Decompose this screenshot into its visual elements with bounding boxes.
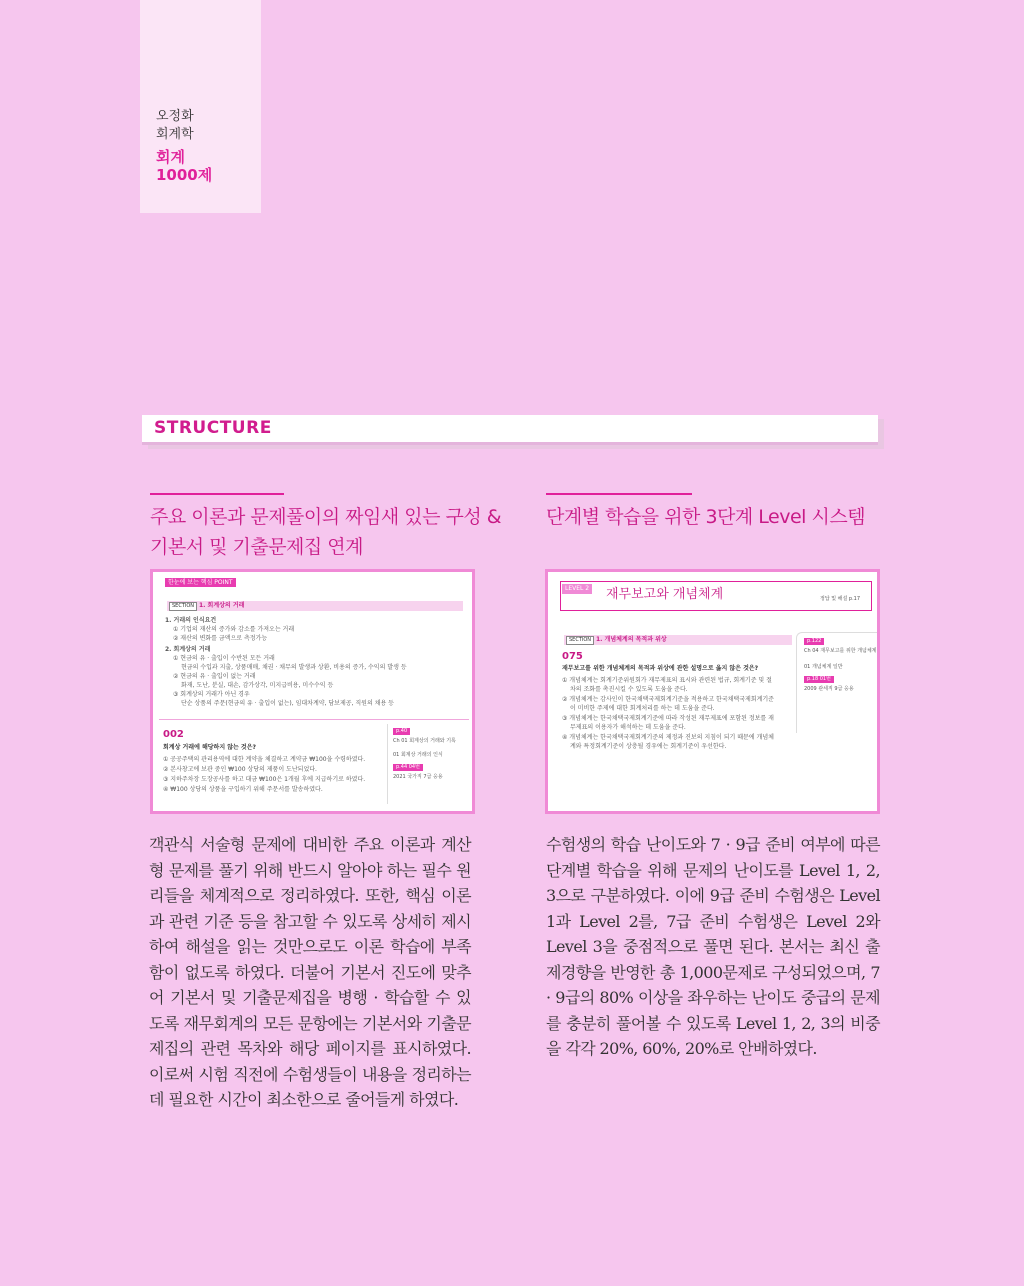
divider [159, 719, 469, 720]
right-heading [546, 502, 865, 532]
theory-line: 화재, 도난, 분실, 대손, 감가상각, 미지급비용, 미수수익 등 [181, 682, 334, 689]
theory-line: 단순 상품의 주문(현금의 유 · 출입이 없는), 임대차계약, 담보제공, 직원의 채용 등 [181, 700, 394, 707]
left-heading-rule [150, 493, 284, 495]
question-number: 002 [163, 729, 184, 740]
theory-line: ② 현금의 유 · 출입이 없는 거래 [173, 673, 256, 680]
theory-line: ② 재산의 변화를 금액으로 측정가능 [173, 635, 268, 642]
right-sample-page [545, 569, 880, 814]
right-paragraph: 수험생의 학습 난이도와 7 · 9급 준비 여부에 따른 단계별 학습을 위해 문제의 난이도를 Level 1, 2, 3으로 구분하였다. 이에 9급 준비 수험생은 Level 1과 Level 2를, 7급 준비 수험생은 Level 2와 Level 3을 중점적으로 풀면 된다. 본서는 최신 출제경향을 반영한 총 1,000문제로 구성되었으며, 7 · 9급의 80% 이상을 좌우하는 난이도 중급의 문제를 충분히 풀어볼 수 있도록 Level 1, 2, 3의 비중을 각각 20%, 60%, 20%로 안배하였다. [546, 835, 880, 1058]
left-heading-line1: 주요 이론과 문제풀이의 짜임새 있는 구성 & [150, 506, 502, 528]
option-line: ④ 개념체계는 한국채택국제회계기준의 제정과 진보의 지침이 되기 때문에 개념체 [562, 734, 774, 741]
structure-bar [142, 415, 878, 445]
option-line: ② 개념체계는 감사인이 한국채택국제회계기준을 적용하고 한국채택국제회계기준 [562, 696, 774, 703]
option-line: 차의 조화를 촉진시킬 수 있도록 도움을 준다. [570, 686, 688, 693]
note-line: 01 회계상 거래의 인식 [393, 752, 443, 758]
point-tag: 한눈에 보는 핵심 POINT [165, 578, 236, 587]
note-line: 2021 국가직 7급 응용 [393, 774, 443, 780]
option-line: 이 미비한 주제에 대한 회계처리를 하는 데 도움을 준다. [570, 705, 715, 712]
right-heading-line1: 단계별 학습을 위한 3단계 Level 시스템 [546, 506, 866, 528]
question-text: 재무보고를 위한 개념체계의 목적과 위상에 관한 설명으로 옳지 않은 것은? [562, 665, 759, 672]
section-tag: SECTION [566, 636, 594, 645]
theory-line: 1. 거래의 인식요건 [165, 617, 217, 624]
side-tab [140, 0, 261, 213]
subject-name: 회계학 [156, 127, 194, 142]
section-tag: SECTION [169, 602, 197, 611]
option-line: ③ 지하주차장 도장공사를 하고 대금 ₩100은 1개월 후에 지급하기로 하였다. [163, 776, 366, 783]
theory-line: 2. 회계상의 거래 [165, 646, 211, 653]
side-divider [387, 724, 388, 804]
left-paragraph: 객관식 서술형 문제에 대비한 주요 이론과 계산형 문제를 풀기 위해 반드시 알아야 하는 필수 원리들을 체계적으로 정리하였다. 또한, 핵심 이론과 관련 기준 등을 참고할 수 있도록 상세히 제시하여 해설을 읽는 것만으로도 이론 학습에 부족함이 없도록 하였다. 더불어 기본서 진도에 맞추어 기본서 및 기출문제집을 병행 · 학습할 수 있도록 재무회계의 모든 문항에는 기본서와 기출문제집의 관련 목차와 해당 페이지를 표시하였다. 이로써 시험 직전에 수험생들이 내용을 정리하는 데 필요한 시간이 최소한으로 줄어들게 하였다. [149, 835, 471, 1109]
level-tag: LEVEL 2 [562, 584, 592, 594]
left-heading [150, 502, 501, 562]
structure-label: STRUCTURE [154, 418, 272, 438]
option-line: ① 개념체계는 회계기준위원회가 재무제표의 표시와 관련된 법규, 회계기준 및 절 [562, 677, 772, 684]
author-name: 오정화 [156, 109, 194, 124]
option-line: 계와 특정회계기준이 상충될 경우에는 회계기준이 우선한다. [570, 743, 727, 750]
option-line: ④ ₩100 상당의 상품을 구입하기 위해 주문서를 발송하였다. [163, 786, 323, 793]
option-line: ① 공공주택의 관리용역에 대한 계약을 체결하고 계약금 ₩100을 수령하였다. [163, 756, 366, 763]
note-tag: p.18 01번 [804, 676, 834, 683]
option-line: ② 본사창고에 보관 중인 ₩100 상당의 제품이 도난되었다. [163, 766, 317, 773]
left-heading-line2: 기본서 및 기출문제집 연계 [150, 536, 364, 558]
question-number: 075 [562, 651, 583, 662]
question-text: 회계상 거래에 해당하지 않는 것은? [163, 744, 256, 751]
section-title: 1. 회계상의 거래 [199, 602, 245, 609]
section-title: 1. 개념체계의 목적과 위상 [596, 636, 667, 643]
note-tag: p.44 04번 [393, 764, 423, 771]
option-line: 무제표의 이용자가 해석하는 데 도움을 준다. [570, 724, 686, 731]
theory-line: 현금의 수입과 지출, 상품매매, 채권 · 채무의 발생과 상환, 비용의 증가, 수익의 발생 등 [181, 664, 407, 671]
theory-line: ① 기업의 재산의 증가와 감소를 가져오는 거래 [173, 626, 295, 633]
note-tag: p.122 [804, 638, 824, 645]
chapter-ref: 정답 및 해설 p.17 [820, 596, 861, 602]
note-line: Ch 04 재무보고를 위한 개념체계 [804, 648, 877, 654]
note-line: 2009 관세직 9급 응용 [804, 686, 854, 692]
chapter-title: 재무보고와 개념체계 [606, 587, 724, 602]
theory-line: ① 현금의 유 · 출입이 수반된 모든 거래 [173, 655, 275, 662]
note-line: 01 개념체계 일반 [804, 664, 843, 670]
book-title-line2: 1000제 [156, 166, 213, 184]
right-heading-rule [546, 493, 692, 495]
option-line: ③ 개념체계는 한국채택국제회계기준에 따라 작성된 재무제표에 포함된 정보를 재 [562, 715, 774, 722]
theory-line: ③ 회계상의 거래가 아닌 경우 [173, 691, 250, 698]
book-title-line1: 회계 [156, 148, 185, 166]
note-line: Ch 01 회계상의 거래와 기록 [393, 738, 456, 744]
note-tag: p.40 [393, 728, 410, 735]
left-sample-page [150, 569, 475, 814]
